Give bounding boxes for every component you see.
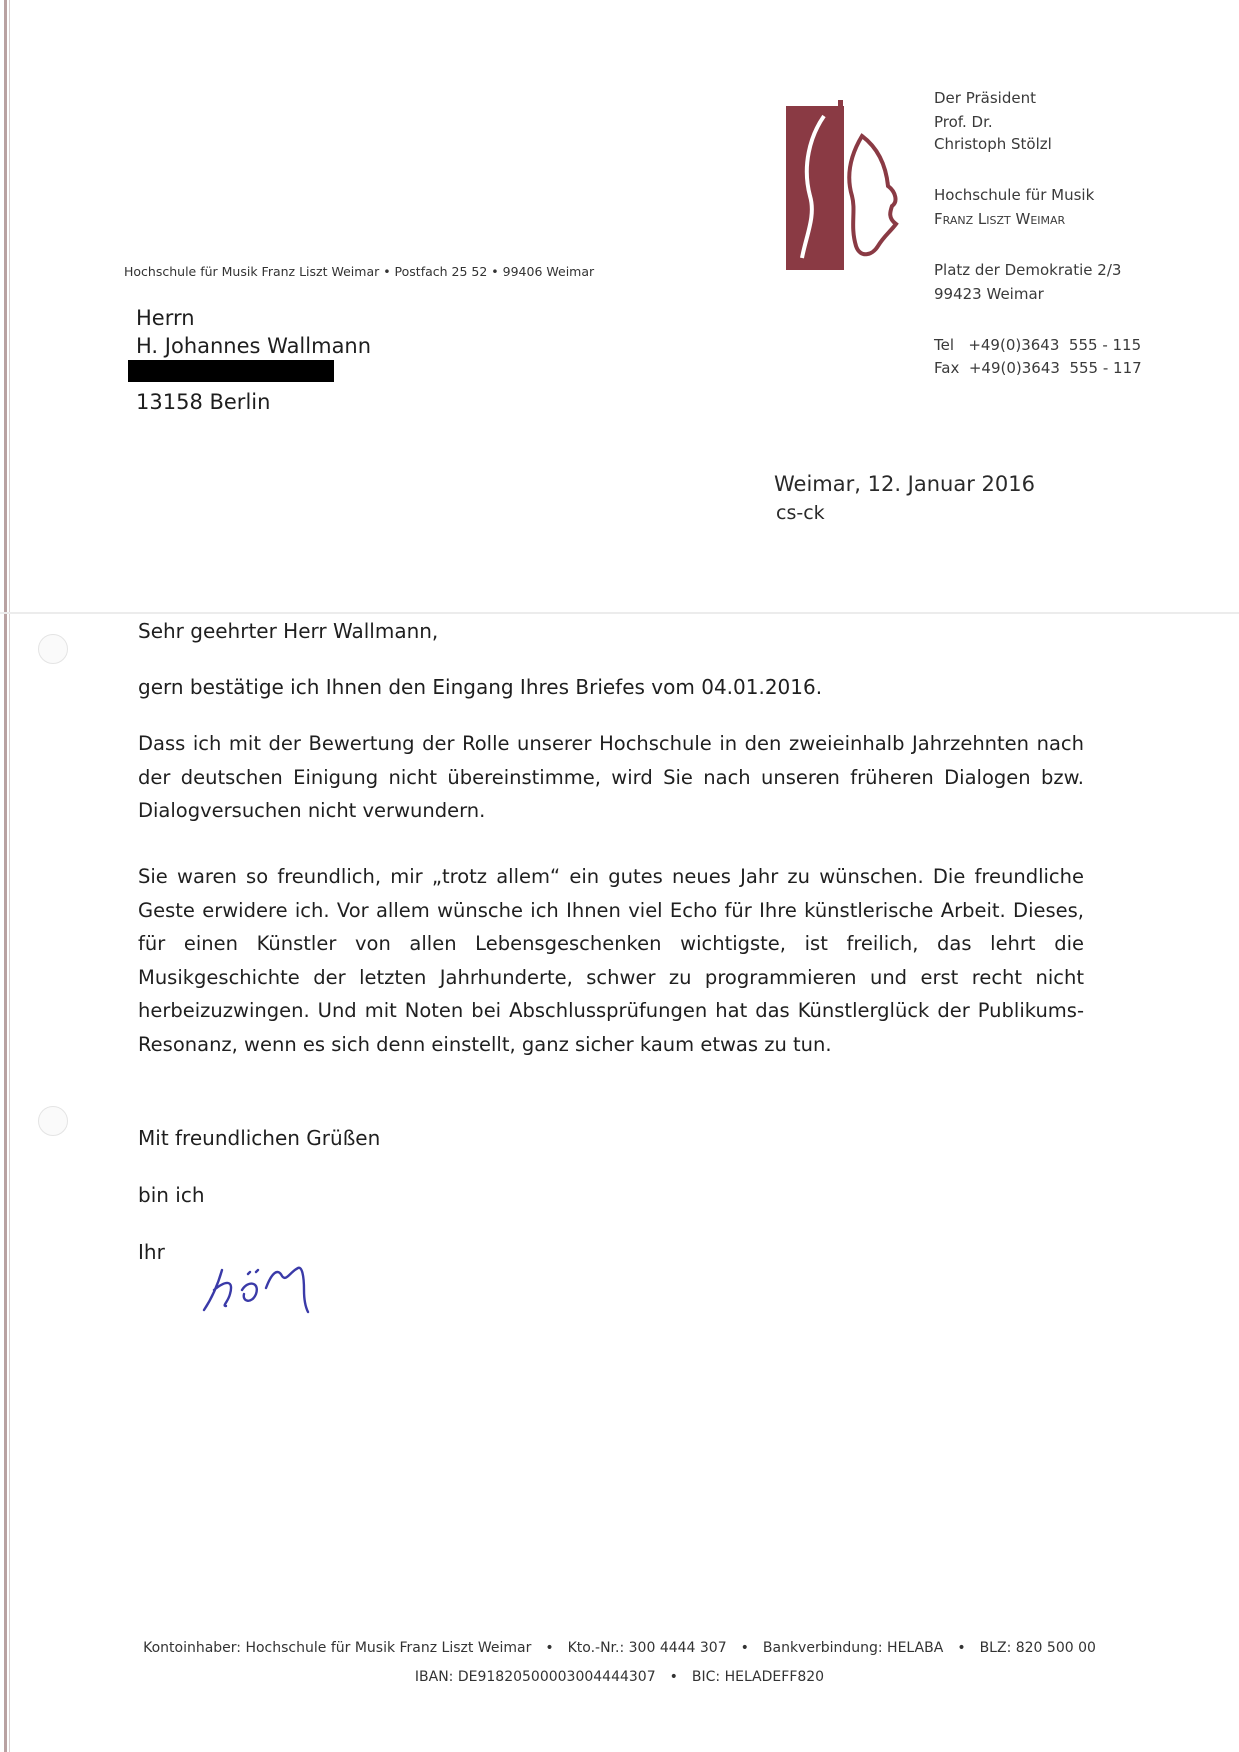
- telephone-number: Tel +49(0)3643 555 - 115: [934, 336, 1142, 354]
- president-title: Der Präsident: [934, 89, 1036, 107]
- sender-return-line: Hochschule für Musik Franz Liszt Weimar • Postfach 25 52 • 99406 Weimar: [124, 264, 595, 279]
- footer-iban: IBAN: DE91820500003004444307: [414, 1669, 656, 1685]
- footer-bank-line: Kontoinhaber: Hochschule für Musik Franz Liszt Weimar • Kto.-Nr.: 300 4444 307 • Bankverbindung: HELABA • BLZ: 820 500 00: [143, 1640, 1096, 1656]
- recipient-name: H. Johannes Wallmann: [136, 334, 372, 358]
- institution-name: Hochschule für Musik: [934, 186, 1095, 204]
- footer-bic: BIC: HELADEFF820: [691, 1669, 825, 1685]
- page-edge-inner: [9, 0, 10, 1752]
- logo-profile: [849, 136, 896, 254]
- city-address: 99423 Weimar: [934, 285, 1044, 303]
- closing-line-3: Ihr: [138, 1240, 165, 1264]
- fold-line: [0, 612, 1239, 614]
- date-line: Weimar, 12. Januar 2016: [774, 472, 1035, 496]
- president-degree: Prof. Dr.: [934, 113, 993, 131]
- paragraph-1: gern bestätige ich Ihnen den Eingang Ihres Briefes vom 04.01.2016.: [138, 675, 823, 699]
- footer-blz: BLZ: 820 500 00: [979, 1640, 1096, 1656]
- reference-code: cs-ck: [776, 502, 825, 524]
- redacted-street: [128, 360, 334, 382]
- president-name: Christoph Stölzl: [934, 135, 1052, 153]
- closing-line-2: bin ich: [138, 1183, 205, 1207]
- street-address: Platz der Demokratie 2/3: [934, 261, 1122, 279]
- institution-subname: Franz Liszt Weimar: [934, 210, 1066, 228]
- paragraph-2: Dass ich mit der Bewertung der Rolle unserer Hochschule in den zweieinhalb Jahrzehnten nach der deutschen Einigung nicht übereinstimme, wird Sie nach unseren früheren Dialogen bzw. Dialogversuchen nicht verwundern.: [138, 732, 1084, 822]
- footer-account-holder: Kontoinhaber: Hochschule für Musik Franz Liszt Weimar: [143, 1640, 532, 1656]
- footer-bank: Bankverbindung: HELABA: [762, 1640, 944, 1656]
- signature: [200, 1250, 340, 1320]
- institution-logo: [780, 96, 920, 276]
- recipient-salutation: Herrn: [136, 306, 195, 330]
- logo-stripe: [838, 100, 843, 270]
- greeting: Sehr geehrter Herr Wallmann,: [138, 619, 439, 643]
- paragraph-3: Sie waren so freundlich, mir „trotz allem“ ein gutes neues Jahr zu wünschen. Die freundliche Geste erwidere ich. Vor allem wünsche ich Ihnen viel Echo für Ihre künstlerische Arbeit. Dieses, für einen Künstler von allen Lebensgeschenken wichtigste, ist freilich, das lehrt die Musikgeschichte der letzten Jahrhunderte, schwer zu programmieren und erst recht nicht herbeizuzwingen. Und mit Noten bei Abschlussprüfungen hat das Künstlerglück der Publikums-Resonanz, wenn es sich denn einstellt, ganz sicher kaum etwas zu tun.: [138, 865, 1084, 1056]
- closing-regards: Mit freundlichen Grüßen: [138, 1126, 381, 1150]
- fax-number: Fax +49(0)3643 555 - 117: [934, 359, 1142, 377]
- recipient-city: 13158 Berlin: [136, 390, 271, 414]
- footer-account-number: Kto.-Nr.: 300 4444 307: [567, 1640, 727, 1656]
- footer-iban-line: IBAN: DE91820500003004444307 • BIC: HELADEFF820: [414, 1669, 825, 1685]
- punch-hole-top: [38, 634, 68, 664]
- punch-hole-bottom: [38, 1106, 68, 1136]
- page-edge: [4, 0, 7, 1752]
